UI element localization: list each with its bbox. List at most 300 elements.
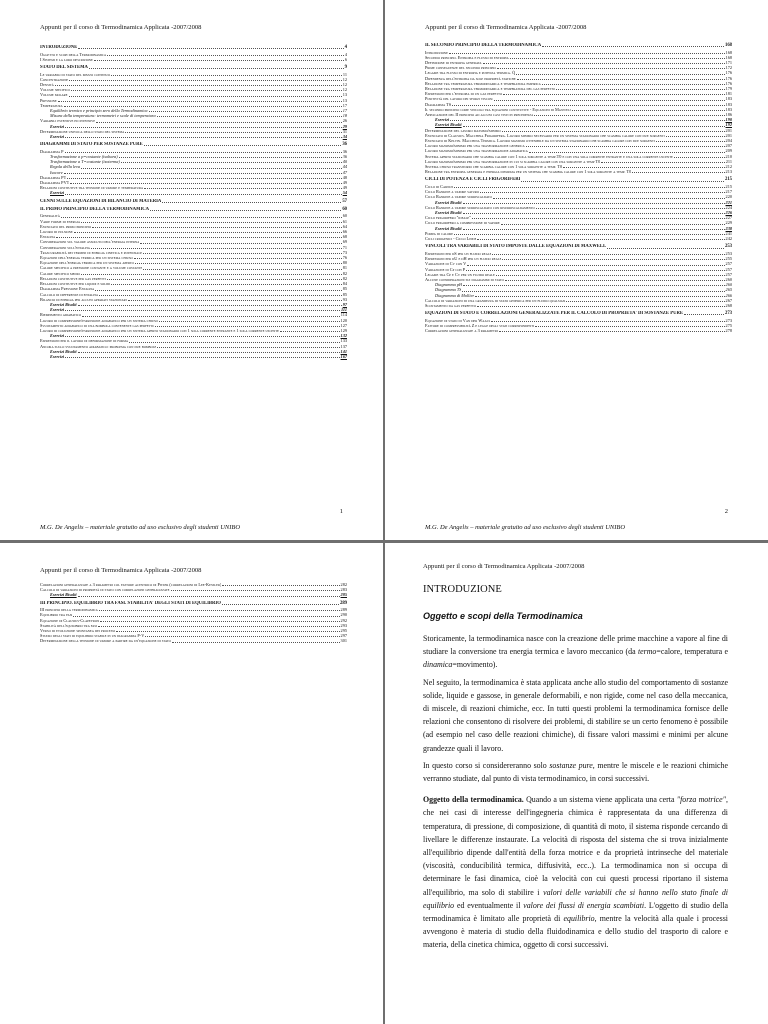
toc-entry-page: 275 [725,322,732,328]
toc-entry-page: 12 [342,76,347,82]
toc-entry-page: 217 [725,189,732,195]
toc-entry-title: Esercizi [50,134,65,140]
toc-leader-dots [510,58,725,59]
toc-entry-page: 4 [344,51,347,57]
toc-entry-title: I Sistemi e la loro descrizione [40,56,93,62]
toc-entry-page: 171 [725,60,732,65]
toc-leader-dots [74,232,342,233]
toc-entry-title: DIAGRAMMI DI STATO PER SOSTANZE PURE [40,142,143,148]
paragraph: In questo corso si considereranno solo sostanze pure, mentre le miscele e le reazioni chimiche verranno studiate, dal punto di vista termodinamico, in corsi successivi. [423,760,728,784]
toc-entry-page: 201 [725,127,732,133]
paragraph: Nel seguito, la termodinamica è stata applicata anche allo studio del comportamento di sostanze solide, liquide e gassose, in generale deformabili, e non rigide, come nel caso della meccanica, di miscele, di reazioni chimiche, ecc. In tutti questi problemi la termodinamica fornisce delle relazioni che consentono di risolvere dei problemi, di stabilire se un certo fenomeno è possibile (ad esempio nel caso delle reazioni chimiche), di fissare valori massimi e minimi per alcune grandezze quali il lavoro. [423,677,728,753]
toc-entry-page: 82 [342,275,347,281]
toc-entry-page: 31 [342,128,347,134]
toc-entry-title: Definizione di entropia generata [425,60,482,65]
toc-chapter-entry[interactable] [40,45,347,50]
toc-leader-dots [632,172,724,173]
document-page-2 [385,0,768,540]
toc-leader-dots [502,259,724,260]
toc-entry-page: 12 [342,82,347,87]
toc-leader-dots [477,239,724,240]
toc-leader-dots [542,46,724,47]
toc-leader-dots [497,68,725,69]
toc-entry-page: 282 [340,582,347,587]
toc-leader-dots [100,621,339,622]
toc-leader-dots [280,331,340,332]
toc-entry-title: Diagramma PT [40,174,67,180]
toc-entry-page: 4 [344,45,347,50]
toc-leader-dots [463,285,724,286]
toc-entry-title: Riempimento adiabatico [40,312,82,318]
toc-leader-dots [155,326,339,327]
toc-entry[interactable] [40,134,347,139]
toc-entry-title: Ciclo frigorifero a compressione di vapore [425,220,500,226]
toc-leader-dots [91,248,342,249]
toc-entry-page: 71 [342,244,347,250]
toc-entry-page: 290 [340,612,347,618]
table-of-contents [40,42,347,359]
toc-leader-dots [499,331,725,332]
toc-leader-dots [475,296,724,297]
toc-entry-title: Densità [40,82,54,87]
toc-entry-page: 273 [725,317,732,323]
toc-leader-dots [92,227,342,228]
body-text [423,632,728,956]
toc-leader-dots [157,347,339,348]
toc-entry[interactable] [425,169,732,174]
toc-entry-page: 61 [342,218,347,224]
toc-leader-dots [222,585,339,586]
toc-entry-title: Trasformazione a T=costante (isoterma) [50,159,120,165]
toc-entry-page: 18 [342,113,347,119]
toc-entry-title: Concentrazione [40,76,69,82]
toc-entry[interactable] [40,190,347,195]
toc-entry-title: Le variabili di stato del mezzo continuo [40,71,110,77]
toc-entry-page: 176 [725,75,732,81]
toc-entry-page: 204 [725,138,732,144]
toc-entry-title: STATO DEL SISTEMA [40,65,88,70]
toc-entry-page: 120 [340,317,347,323]
toc-entry-title: Correlazioni generalizzate a 3 parametri col fattore acentrico di Pitzer (correlazioni di Lee-Kessler) [40,582,222,587]
toc-entry-title: Cicli criogenici - Ciclo Linde [425,236,477,242]
toc-entry[interactable] [425,236,732,241]
toc-entry-title: Introduzione [425,49,448,55]
toc-entry-page: 260 [725,276,732,282]
toc-entry-title: Lavoro massimo/minimo per una trasformazione in cui si scambia calore con una sorgente a temp T0 [425,158,601,164]
toc-entry-page: 69 [342,239,347,245]
toc-leader-dots [542,84,725,85]
toc-chapter-entry[interactable] [425,177,732,182]
toc-entry-page: 44 [342,164,347,170]
toc-leader-dots [67,178,342,179]
toc-entry-page: 207 [725,143,732,149]
toc-entry-title: Relazione tra entropia generata e energia dissipata per un sistema che scambia calore con 1 sola sorgente a temp. T0 [425,169,632,175]
toc-leader-dots [462,291,724,292]
toc-leader-dots [69,80,342,81]
toc-chapter-entry[interactable] [425,244,732,249]
toc-leader-dots [145,636,339,637]
toc-leader-dots [454,187,724,188]
toc-entry-title: Enunciato di Kelvin. Macchina Termica. Lavoro massimo ottenibile da un sistema stazionario che scambia calore con due sorgenti [425,138,655,144]
toc-leader-dots [65,357,339,358]
toc-leader-dots [493,198,725,199]
toc-entry-page: 253 [725,250,732,256]
toc-entry-page: 168 [725,54,732,60]
toc-leader-dots [78,305,342,306]
toc-entry-page: 129 [340,327,347,333]
toc-entry-title: Equazione di stato di Van der Waals [425,317,491,323]
toc-leader-dots [666,136,725,137]
toc-entry-title: Calore specifico a pressione costante e a volume costante [40,265,143,271]
toc-entry-title: Sistema aperto stazionario che scambia calore con 1 sola sorgente a temp.T0 e con una sola corrente entrante e una sola corrente uscente [425,153,673,159]
toc-leader-dots [502,131,725,132]
toc-entry-page: 181 [725,91,732,97]
toc-entry-title: Determinazione univoca dello stato del sistema [40,128,125,134]
toc-entry-page: 127 [340,322,347,328]
toc-leader-dots [64,173,342,174]
toc-entry-page: 257 [725,266,732,272]
toc-entry-page: 285 [340,592,347,598]
toc-entry-title: Temperatura [40,102,63,108]
toc-entry-title: Calore specifico medio [40,270,80,276]
toc-entry-page: 13 [342,97,347,103]
toc-entry-title: Legame tra Cp e Cv per un fluido reale [425,271,495,277]
page-header: Appunti per il corso di Termodinamica Applicata -2007/2008 [423,563,585,570]
toc-leader-dots [95,290,342,291]
toc-entry-page: 12 [342,87,347,93]
toc-entry-page: 48 [342,174,347,180]
toc-entry[interactable] [40,592,347,597]
toc-leader-dots [98,626,339,627]
toc-entry-title: Diagramma di Mollier [435,292,475,298]
toc-leader-dots [129,342,339,343]
toc-entry-page: 292 [340,617,347,623]
toc-entry-title: Lavoro di pulsione [40,229,73,235]
toc-entry-page: 267 [725,297,732,303]
toc-leader-dots [454,234,724,235]
toc-entry-title: Esercizi [50,333,65,339]
toc-leader-dots [78,48,343,49]
toc-entry-page: 49 [342,180,347,186]
page-header: Appunti per il corso di Termodinamica Applicata -2007/2008 [425,24,587,31]
paragraph: Storicamente, la termodinamica nasce con la creazione delle prime macchine a vapore al fine di studiare la conversione tra energia termica e lavoro meccanico (da termo=calore, temperatura e dinamica=movimento). [423,634,728,670]
toc-entry-title: Enunciato del primo principio [40,223,92,229]
toc-entry-title: Fattore di compressibilità Z e legge degli stati corrispondenti [425,322,535,328]
toc-entry-page: 183 [725,101,732,107]
toc-entry-page: 253 [724,244,732,250]
toc-entry-title: Sistema chiuso transitorio che scambia calore con 1 sola sorgente a temp. T0 [425,164,563,170]
toc-leader-dots [107,279,342,280]
toc-entry-title: Esercizi Risolti [435,199,462,205]
toc-entry-title: Ciclo frigorifero "ideale" [425,215,472,221]
toc-leader-dots [463,229,725,230]
toc-entry-title: Esercizi Risolti [435,122,462,128]
toc-entry-page: 9 [344,65,347,70]
toc-entry-title: Pompa di calore [425,230,454,236]
toc-entry-title: Lavoro di compressione/espansione adiabatico per un sistema aperto stazionario con 1 sola corrente entrante e 1 sola corrente uscente [40,327,279,333]
toc-leader-dots [467,265,724,266]
toc-entry-title: Relazioni costitutive per liquidi e solidi [40,281,111,287]
toc-leader-dots [521,181,724,182]
toc-entry-title: Verso di evoluzione spontanea dei processi [40,628,116,634]
toc-entry-title: Ancora sullo svuotamento adiabatico: problema con due bombole [40,343,157,349]
toc-entry-title: Oggetto e scopi della Termodinamica [40,51,107,57]
toc-leader-dots [157,116,342,117]
toc-leader-dots [128,300,342,301]
toc-leader-dots [463,126,725,127]
toc-entry-title: Pressione [40,97,57,103]
toc-chapter-entry[interactable] [40,601,347,606]
toc-entry-title: Ciclo Rankine a vapore surriscaldato [425,194,492,200]
toc-entry-title: Variabili estensive ed intensive [40,118,96,124]
toc-entry[interactable] [425,303,732,308]
toc-leader-dots [159,321,340,322]
table-of-contents [425,40,732,333]
toc-chapter-entry[interactable] [40,199,347,204]
toc-entry-title: Diagramma P [40,148,64,154]
toc-chapter-entry[interactable] [40,65,347,70]
toc-leader-dots [58,101,342,102]
toc-entry-title: Regola della leva [50,164,81,170]
page-number: 2 [724,508,728,515]
toc-leader-dots [162,202,341,203]
toc-entry-page: 238 [725,225,732,231]
toc-leader-dots [480,192,725,193]
toc-leader-dots [134,258,342,259]
toc-entry-title: Svuotamento adiabatico di una bombola contenente gas perfetto [40,322,155,328]
toc-entry[interactable] [40,638,347,643]
toc-leader-dots [534,115,724,116]
toc-leader-dots [125,132,341,133]
toc-entry-page: 97 [342,301,347,307]
toc-entry-page: 66 [342,229,347,235]
toc-leader-dots [452,105,724,106]
toc-entry-title: Esercizi [50,190,65,196]
toc-entry-title: Isocore [50,169,63,175]
toc-entry-title: Esercizi Risolti [50,301,77,307]
toc-entry-page: 278 [725,328,732,334]
toc-leader-dots [501,224,725,225]
toc-leader-dots [135,263,342,264]
toc-entry-page: 60 [342,206,347,212]
toc-entry-title: Espressioni per l'entropia di un gas perfetto [425,91,503,97]
toc-leader-dots [121,162,342,163]
toc-entry-page: 168 [725,49,732,55]
toc-entry-page: 183 [725,106,732,112]
toc-entry-page: 167 [340,353,347,359]
toc-entry-page: 176 [725,70,732,76]
toc-chapter-entry[interactable] [40,142,347,147]
toc-entry-page: 297 [340,633,347,639]
toc-leader-dots [96,122,342,123]
toc-leader-dots [566,301,724,302]
toc-entry-page: 268 [725,302,732,308]
toc-entry-page: 266 [725,292,732,298]
toc-leader-dots [81,222,342,223]
toc-entry-title: Esercizi [50,353,65,359]
toc-entry[interactable] [425,328,732,333]
toc-entry-page: 76 [342,255,347,261]
toc-entry-page: 242 [725,236,732,242]
toc-entry-page: 213 [725,169,732,175]
toc-entry-title: Misura della temperatura: termometri e scale di temperatura [50,113,156,119]
toc-entry-title: IL PRIMO PRINCIPIO DELLA TERMODINAMICA [40,206,150,212]
toc-entry-title: III principio della termodinamica [40,607,98,613]
footer-text: M.G. De Angelis – materiale gratuito ad uso esclusivo degli studenti UNIBO [425,524,626,531]
toc-entry-page: 17 [342,102,347,108]
toc-leader-dots [529,152,725,153]
toc-entry-page: 57 [342,198,347,204]
document-page-3 [0,543,383,1024]
toc-entry-title: Esercizi Risolti [435,225,462,231]
toc-leader-dots [536,208,725,209]
table-of-contents [40,582,347,644]
toc-entry[interactable] [40,354,347,359]
toc-leader-dots [149,111,342,112]
toc-chapter-entry[interactable] [40,207,347,212]
toc-leader-dots [69,96,342,97]
toc-leader-dots [494,100,725,101]
toc-entry-page: 111 [341,307,347,313]
toc-entry-page: 84 [342,281,347,287]
toc-entry-title: Diagramma Pressione Entalpia [40,286,95,292]
toc-leader-dots [144,188,342,189]
toc-entry-page: 260 [725,282,732,288]
toc-entry-page: 176 [725,80,732,86]
toc-entry-page: 13 [342,92,347,98]
toc-leader-dots [61,217,342,218]
toc-entry-title: Relazioni costitutive per gas perfetti [40,275,106,281]
toc-entry-page: 73 [342,249,347,255]
toc-entry-title: Enunciato di Clausius. Macchina Frigorifera. Lavoro minimo necessario per un sistema stazionario che scambia calore con due sorgenti [425,132,665,138]
toc-leader-dots [111,75,342,76]
toc-leader-dots [143,253,342,254]
toc-entry-page: 137 [340,343,347,349]
toc-leader-dots [516,74,724,75]
toc-entry-page: 6 [344,56,347,62]
toc-leader-dots [601,162,724,163]
toc-entry-title: Bilancio di energia per alcuni apparati stazionari [40,296,127,302]
toc-entry-title: Calcolo di differenze di entalpia [40,291,99,297]
toc-entry-page: 29 [342,123,347,129]
toc-leader-dots [572,110,724,111]
toc-entry-page: 179 [725,86,732,92]
toc-entry-title: Alcune considerazioni sui diagrammi di stato [425,276,504,282]
toc-entry-page: 257 [725,261,732,267]
page-footer [40,508,343,531]
toc-leader-dots [517,79,725,80]
toc-entry-page: 215 [725,184,732,190]
toc-entry-page: 215 [724,177,732,183]
toc-entry-page: 301 [340,638,347,644]
toc-leader-dots [65,310,340,311]
page-header: Appunti per il corso di Termodinamica Applicata -2007/2008 [40,567,202,574]
toc-entry-title: Prime conseguenze del secondo principio [425,65,496,71]
toc-entry-page: 211 [725,158,732,164]
toc-entry-title: Studio degli stati di equilibrio stabile in un diagramma P-V [40,633,145,639]
toc-entry-title: Espressioni per il lavoro di deformazione di forma [40,338,129,344]
document-page-4 [385,543,768,1024]
toc-entry-page: 82 [342,270,347,276]
toc-entry-page: 26 [342,118,347,124]
section-title: INTRODUZIONE [423,584,502,595]
toc-entry-page: 17 [342,108,347,114]
toc-entry-page: 36 [342,142,347,148]
toc-entry-title: Ciclo Rankine a vapore saturo [425,189,479,195]
toc-entry-page: 172 [725,65,732,71]
toc-leader-dots [65,336,339,337]
toc-entry-page: 289 [339,600,347,606]
toc-leader-dots [449,53,725,54]
toc-leader-dots [491,321,724,322]
toc-chapter-entry[interactable] [425,43,732,48]
toc-entry-page: 80 [342,260,347,266]
toc-entry-page: 212 [725,164,732,170]
toc-entry-title: Trascurabilità dei termini di energia cinetica e potenziale [40,249,143,255]
toc-leader-dots [535,326,724,327]
toc-entry-title: IL SECONDO PRINCIPIO DELLA TERMODINAMICA [425,43,542,48]
toc-entry-title: Determinazione del lavoro massimo/minimo [425,127,501,133]
toc-entry-title: Varie forme di energia [40,218,80,224]
toc-entry-page: 68 [342,234,347,240]
toc-entry-title: Equilibrio termico e principio zero della Termodinamica [50,108,148,114]
subsection-title: Oggetto e scopi della Termodinamica [423,611,583,621]
toc-entry-page: 295 [340,628,347,634]
toc-leader-dots [78,352,340,353]
toc-leader-dots [526,146,725,147]
toc-leader-dots [503,94,724,95]
toc-chapter-entry[interactable] [425,311,732,316]
toc-entry-title: Espressioni per dS per un fluido reale [425,250,492,256]
toc-leader-dots [492,254,724,255]
toc-leader-dots [143,269,341,270]
toc-leader-dots [65,137,342,138]
toc-entry-title: Il secondo principio come vincolo tra equazioni costitutive - Equazioni di Maxwell [425,106,572,112]
toc-entry-page: 186 [725,112,732,118]
toc-entry-page: 183 [725,96,732,102]
toc-leader-dots [466,270,724,271]
toc-entry-page: 273 [724,311,732,317]
toc-entry[interactable] [40,57,347,62]
toc-entry-title: Diagramma PVT [40,180,70,186]
toc-leader-dots [111,284,341,285]
toc-entry-title: Equazione di Clausius-Clapeyron [40,617,100,623]
toc-leader-dots [64,106,342,107]
toc-entry-title: Ciclo di Carnot [425,184,454,190]
toc-leader-dots [99,610,340,611]
toc-entry-title: Positività del lavoro dei sforzi viscosi [425,96,493,102]
toc-entry-page: 229 [725,220,732,226]
toc-entry-title: Dipendenza dell'entropia da sole proprietà statiche [425,75,516,81]
toc-entry-page: 36 [342,154,347,160]
toc-entry-title: Esercizi Risolti [435,210,462,216]
toc-leader-dots [81,274,342,275]
toc-entry-page: 133 [340,338,347,344]
toc-entry-title: Calcolo di variazioni di proprietà di stato con correlazioni generalizzate [40,587,170,593]
toc-leader-dots [116,631,339,632]
toc-entry-title: Lavoro massimo/minimo per una trasformazione generica [425,143,525,149]
toc-leader-dots [463,213,725,214]
toc-entry-title: Ciclo Rankine a vapore surriscaldato con risurriscaldamento [425,204,535,210]
toc-leader-dots [55,85,342,86]
toc-entry-page: 36 [342,148,347,154]
toc-leader-dots [78,596,340,597]
toc-entry-title: Generalità [40,213,60,219]
toc-entry-title: Scostamento da gas perfetto [425,302,476,308]
toc-entry-title: Equazione dell'energia termica per un sistema aperto [40,260,134,266]
toc-leader-dots [89,68,344,69]
toc-entry-page: 168 [724,43,732,48]
